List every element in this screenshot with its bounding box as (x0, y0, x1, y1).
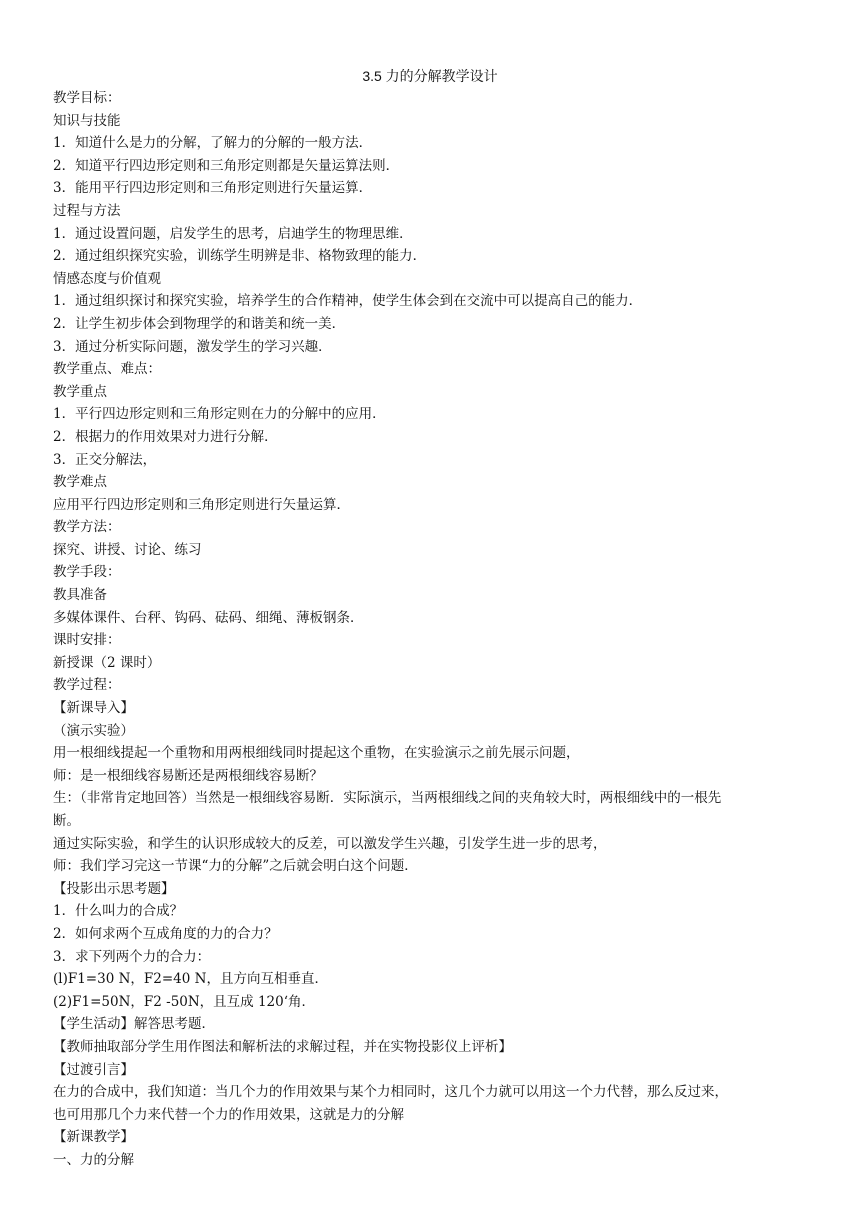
text-line: （演示实验） (53, 722, 134, 739)
text-line: 2．通过组织探究实验，训练学生明辨是非、格物致理的能力． (53, 248, 427, 265)
text-line: 也可用那几个力来代替一个力的作用效果，这就是力的分解 (53, 1106, 404, 1123)
text-line: 【过渡引言】 (53, 1061, 134, 1078)
text-line: 1．通过组织探讨和探究实验，培养学生的合作精神，使学生体会到在交流中可以提高自己的能力． (53, 293, 643, 310)
text-line: 【学生活动】解答思考题． (53, 1016, 215, 1033)
text-line: 新授课（2 课时） (53, 654, 161, 671)
text-line: 2．根据力的作用效果对力进行分解． (53, 428, 278, 445)
text-line: 1．通过设置问题，启发学生的思考，启迪学生的物理思维． (53, 225, 413, 242)
text-line: 3．正交分解法， (53, 451, 157, 468)
text-line: 【新课教学】 (53, 1129, 134, 1146)
text-line: 应用平行四边形定则和三角形定则进行矢量运算． (53, 496, 350, 513)
text-line: 教学重点 (53, 383, 107, 400)
text-line: 知识与技能 (53, 112, 121, 129)
text-line: 情感态度与价值观 (53, 270, 161, 287)
text-line: 教学目标： (53, 90, 121, 106)
document-title: 3.5 力的分解教学设计 (362, 68, 498, 84)
text-line: 生：（非常肯定地回答）当然是一根细线容易断．实际演示，当两根细线之间的夹角较大时，两根细线中的一根先 (53, 790, 722, 807)
text-line: 2．让学生初步体会到物理学的和谐美和统一美． (53, 315, 346, 332)
text-line: 用一根细线提起一个重物和用两根细线同时提起这个重物，在实验演示之前先展示问题， (53, 745, 580, 762)
text-line: 【教师抽取部分学生用作图法和解析法的求解过程，并在实物投影仪上评析】 (53, 1038, 512, 1055)
text-line: 2．如何求两个互成角度的力的合力？ (53, 925, 278, 942)
text-line: 过程与方法 (53, 202, 121, 219)
text-line: 教学重点、难点： (53, 361, 161, 378)
text-line: 1．什么叫力的合成？ (53, 903, 184, 920)
text-line: 通过实际实验，和学生的认识形成较大的反差，可以激发学生兴趣，引发学生进一步的思考， (53, 835, 607, 852)
text-line: (2)F1=50N，F2 -50N，且互成 120‘角． (53, 993, 316, 1010)
text-line: 课时安排： (53, 632, 121, 649)
text-line: 【新课导入】 (53, 700, 134, 717)
text-line: 在力的合成中，我们知道：当几个力的作用效果与某个力相同时，这几个力就可以用这一个力代替，那么反过来， (53, 1084, 728, 1101)
text-line: 2．知道平行四边形定则和三角形定则都是矢量运算法则． (53, 157, 400, 174)
text-line: 教具准备 (53, 587, 107, 604)
text-line: 教学方法： (53, 519, 121, 536)
text-line: 教学手段： (53, 564, 121, 581)
text-line: 师：我们学习完这一节课“力的分解”之后就会明白这个问题． (53, 858, 418, 875)
text-line: 教学过程： (53, 677, 121, 694)
text-line: 断。 (53, 813, 80, 829)
text-line: 师：是一根细线容易断还是两根细线容易断？ (53, 767, 323, 784)
text-line: 一、力的分解 (53, 1151, 134, 1168)
text-line: 3．求下列两个力的合力： (53, 948, 211, 965)
text-line: 探究、讲授、讨论、练习 (53, 541, 202, 558)
text-line: 教学难点 (53, 474, 107, 491)
text-line: 1．知道什么是力的分解，了解力的分解的一般方法． (53, 135, 373, 152)
text-line: 3．能用平行四边形定则和三角形定则进行矢量运算． (53, 180, 373, 197)
text-line: 多媒体课件、台秤、钩码、砝码、细绳、薄板钢条． (53, 609, 364, 626)
text-line: (l)F1=30 N，F2=40 N，且方向互相垂直． (53, 971, 328, 988)
document-body (53, 87, 813, 1172)
text-line: 1．平行四边形定则和三角形定则在力的分解中的应用． (53, 406, 386, 423)
text-line: 【投影出示思考题】 (53, 880, 175, 897)
text-line: 3．通过分析实际问题，激发学生的学习兴趣． (53, 338, 332, 355)
